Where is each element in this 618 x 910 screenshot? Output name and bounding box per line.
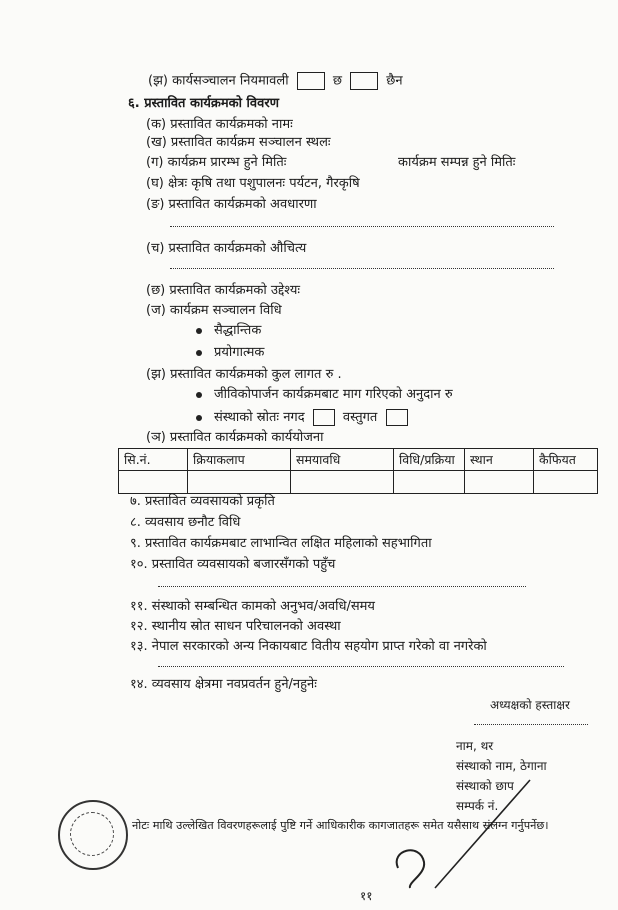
- own-source-item: संस्थाको स्रोतः नगद वस्तुगत: [196, 409, 412, 426]
- section-13: १३. नेपाल सरकारको अन्य निकायबाट वितीय सहयोग प्राप्त गरेको वा नगरेको: [130, 639, 487, 654]
- concept-label: (ङ) प्रस्तावित कार्यक्रमको अवधारणा: [146, 197, 317, 212]
- table-cell[interactable]: [188, 471, 291, 494]
- in-kind-box[interactable]: [386, 409, 408, 426]
- contact-label: सम्पर्क नं.: [456, 799, 499, 813]
- section-14: १४. व्यवसाय क्षेत्रमा नवप्रवर्तन हुने/नहुनेः: [130, 677, 317, 692]
- yes-checkbox[interactable]: [297, 72, 325, 90]
- justification-fill-line[interactable]: [170, 268, 554, 269]
- name-label: नाम, थर: [456, 739, 494, 753]
- no-label: छैन: [386, 73, 403, 89]
- start-date-label: (ग) कार्यक्रम प्रारम्भ हुने मितिः: [146, 155, 287, 170]
- col-header: स्थान: [465, 449, 534, 471]
- concept-fill-line[interactable]: [170, 226, 554, 227]
- signature-fill-line[interactable]: [474, 724, 588, 725]
- workplan-label: (ञ) प्रस्तावित कार्यक्रमको कार्ययोजना: [146, 430, 324, 445]
- section-12: १२. स्थानीय स्रोत साधन परिचालनको अवस्था: [130, 619, 341, 634]
- col-header: समयावधि: [291, 449, 394, 471]
- col-header: कैफियत: [534, 449, 598, 471]
- table-header-row: [119, 449, 598, 471]
- col-header: सि.नं.: [119, 449, 188, 471]
- table-cell[interactable]: [394, 471, 465, 494]
- support-fill-line[interactable]: [158, 666, 564, 667]
- end-date-label: कार्यक्रम सम्पन्न हुने मितिः: [398, 155, 516, 170]
- total-cost-label: (झ) प्रस्तावित कार्यक्रमको कुल लागत रु .: [146, 367, 342, 382]
- no-checkbox[interactable]: [350, 72, 378, 90]
- program-location-label: (ख) प्रस्तावित कार्यक्रम सञ्चालन स्थलः: [146, 135, 331, 150]
- table-cell[interactable]: [119, 471, 188, 494]
- page-number: ११: [360, 889, 373, 903]
- col-header: विधि/प्रक्रिया: [394, 449, 465, 471]
- ink-scribble: [380, 770, 540, 890]
- section-8: ८. व्यवसाय छनौट विधि: [130, 515, 241, 530]
- stamp-emblem: [70, 812, 114, 856]
- table-row: [119, 471, 598, 494]
- section-6-title: ६. प्रस्तावित कार्यक्रमको विवरण: [128, 96, 280, 111]
- signature-title: अध्यक्षको हस्ताक्षर: [490, 698, 570, 712]
- table-cell[interactable]: [465, 471, 534, 494]
- grant-item: जीविकोपार्जन कार्यक्रमबाट माग गरिएको अनुदान रु: [196, 387, 453, 403]
- market-fill-line[interactable]: [158, 586, 526, 587]
- note-text: नोटः माथि उल्लेखित विवरणहरूलाई पुष्टि गर्ने आधिकारीक कागजातहरू समेत यसैसाथ संलग्न गर्नुपर्नेछ।: [132, 819, 549, 832]
- justification-label: (च) प्रस्तावित कार्यक्रमको औचित्य: [146, 241, 307, 256]
- bullet-icon: [196, 350, 202, 356]
- bullet-icon: [196, 328, 202, 334]
- org-label: संस्थाको नाम, ठेगाना: [456, 759, 547, 773]
- section-9: ९. प्रस्तावित कार्यक्रमबाट लाभान्वित लक्षित महिलाको सहभागिता: [130, 536, 432, 551]
- method-label: (ज) कार्यक्रम सञ्चालन विधि: [146, 303, 282, 318]
- bullet-icon: [196, 415, 202, 421]
- rules-label: (झ) कार्यसञ्चालन नियमावली: [148, 73, 289, 89]
- sector-label: (घ) क्षेत्रः कृषि तथा पशुपालनः पर्यटन, गैरकृषि: [146, 176, 360, 191]
- method-practical-item: प्रयोगात्मक: [196, 345, 264, 361]
- bullet-icon: [196, 392, 202, 398]
- section-11: ११. संस्थाको सम्बन्धित कामको अनुभव/अवधि/समय: [130, 599, 375, 614]
- program-name-label: (क) प्रस्तावित कार्यक्रमको नामः: [146, 117, 293, 132]
- cash-box[interactable]: [313, 409, 335, 426]
- seal-label: संस्थाको छाप: [456, 779, 514, 793]
- section-10: १०. प्रस्तावित व्यवसायको बजारसँगको पहुँच: [130, 557, 336, 572]
- workplan-table: [118, 448, 598, 494]
- section-7: ७. प्रस्तावित व्यवसायको प्रकृति: [130, 494, 275, 509]
- table-cell[interactable]: [534, 471, 598, 494]
- yes-label: छ: [332, 73, 342, 89]
- method-theory-item: सैद्धान्तिक: [196, 323, 261, 339]
- table-cell[interactable]: [291, 471, 394, 494]
- office-stamp: [58, 800, 128, 870]
- objective-label: (छ) प्रस्तावित कार्यक्रमको उद्देश्यः: [146, 283, 300, 298]
- rules-row: [148, 72, 403, 90]
- col-header: क्रियाकलाप: [188, 449, 291, 471]
